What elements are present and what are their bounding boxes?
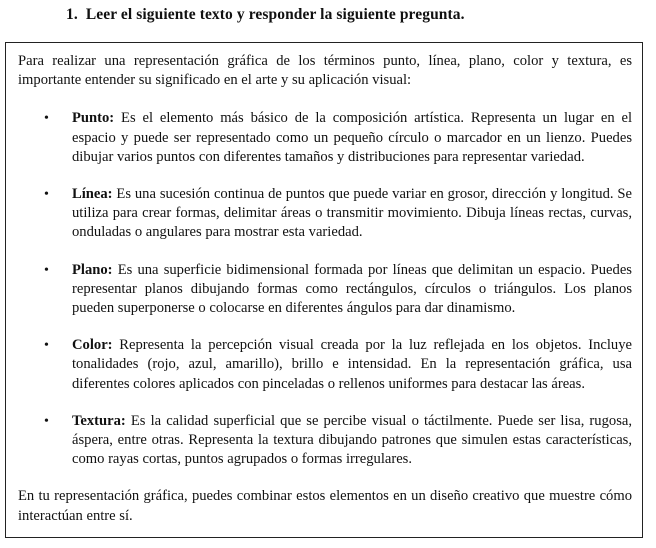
definition-color: Representa la percepción visual creada por la luz reflejada en los objetos. Incluye tonalidades (rojo, azul, amarillo), brillo e intensidad. En la representación gráfica, usa diferentes colores aplicados con pinceladas o rellenos uniformes para destacar las áreas. xyxy=(72,337,632,392)
definition-linea: Es una sucesión continua de puntos que puede variar en grosor, dirección y longitud. Se utiliza para crear formas, delimitar áreas o transmitir movimiento. Dibuja líneas rectas, curvas, onduladas o angulares para mostrar esta variedad. xyxy=(72,186,632,241)
term-punto: Punto: xyxy=(72,110,115,127)
definition-punto: Es el elemento más básico de la composición artística. Representa un lugar en el espacio y puede ser representado como un pequeño círculo o marcador en un lienzo. Puedes dibujar varios puntos con diferentes tamaños y distribuciones para representar variedad. xyxy=(72,110,632,165)
definition-textura: Es la calidad superficial que se percibe visual o táctilmente. Puede ser lisa, rugosa, áspera, entre otras. Representa la textura dibujando patrones que simulen estas características, como rayas cortas, puntos agrupados o formas irregulares. xyxy=(72,412,632,468)
list-item-punto xyxy=(18,109,632,167)
intro-paragraph: Para realizar una representación gráfica de los términos punto, línea, plano, color y textura, es importante entender su significado en el arte y su aplicación visual: xyxy=(18,53,632,89)
question-number: 1. xyxy=(66,6,78,23)
term-plano: Plano: xyxy=(72,261,113,278)
list-item-color xyxy=(18,336,632,394)
closing-paragraph: En tu representación gráfica, puedes combinar estos elementos en un diseño creativo que muestre cómo interactúan entre sí. xyxy=(18,488,632,524)
reading-box xyxy=(5,42,643,538)
question-heading xyxy=(66,6,465,24)
term-linea: Línea: xyxy=(72,186,113,203)
term-textura: Textura: xyxy=(72,412,126,429)
bullet-icon: • xyxy=(44,413,49,429)
list-item-plano xyxy=(18,261,632,319)
elements-list xyxy=(18,109,632,469)
list-item-linea xyxy=(18,185,632,243)
bullet-icon: • xyxy=(44,111,49,127)
question-title: Leer el siguiente texto y responder la siguiente pregunta. xyxy=(85,6,465,23)
bullet-icon: • xyxy=(44,262,49,278)
term-color: Color: xyxy=(72,337,113,354)
definition-plano: Es una superficie bidimensional formada por líneas que delimitan un espacio. Puedes representar planos dibujando formas como rectángulos, círculos o triángulos. Los planos pueden superponerse o colocarse en diferentes ángulos para dar dinamismo. xyxy=(72,261,632,317)
bullet-icon: • xyxy=(44,187,49,203)
bullet-icon: • xyxy=(44,338,49,354)
list-item-textura xyxy=(18,412,632,470)
